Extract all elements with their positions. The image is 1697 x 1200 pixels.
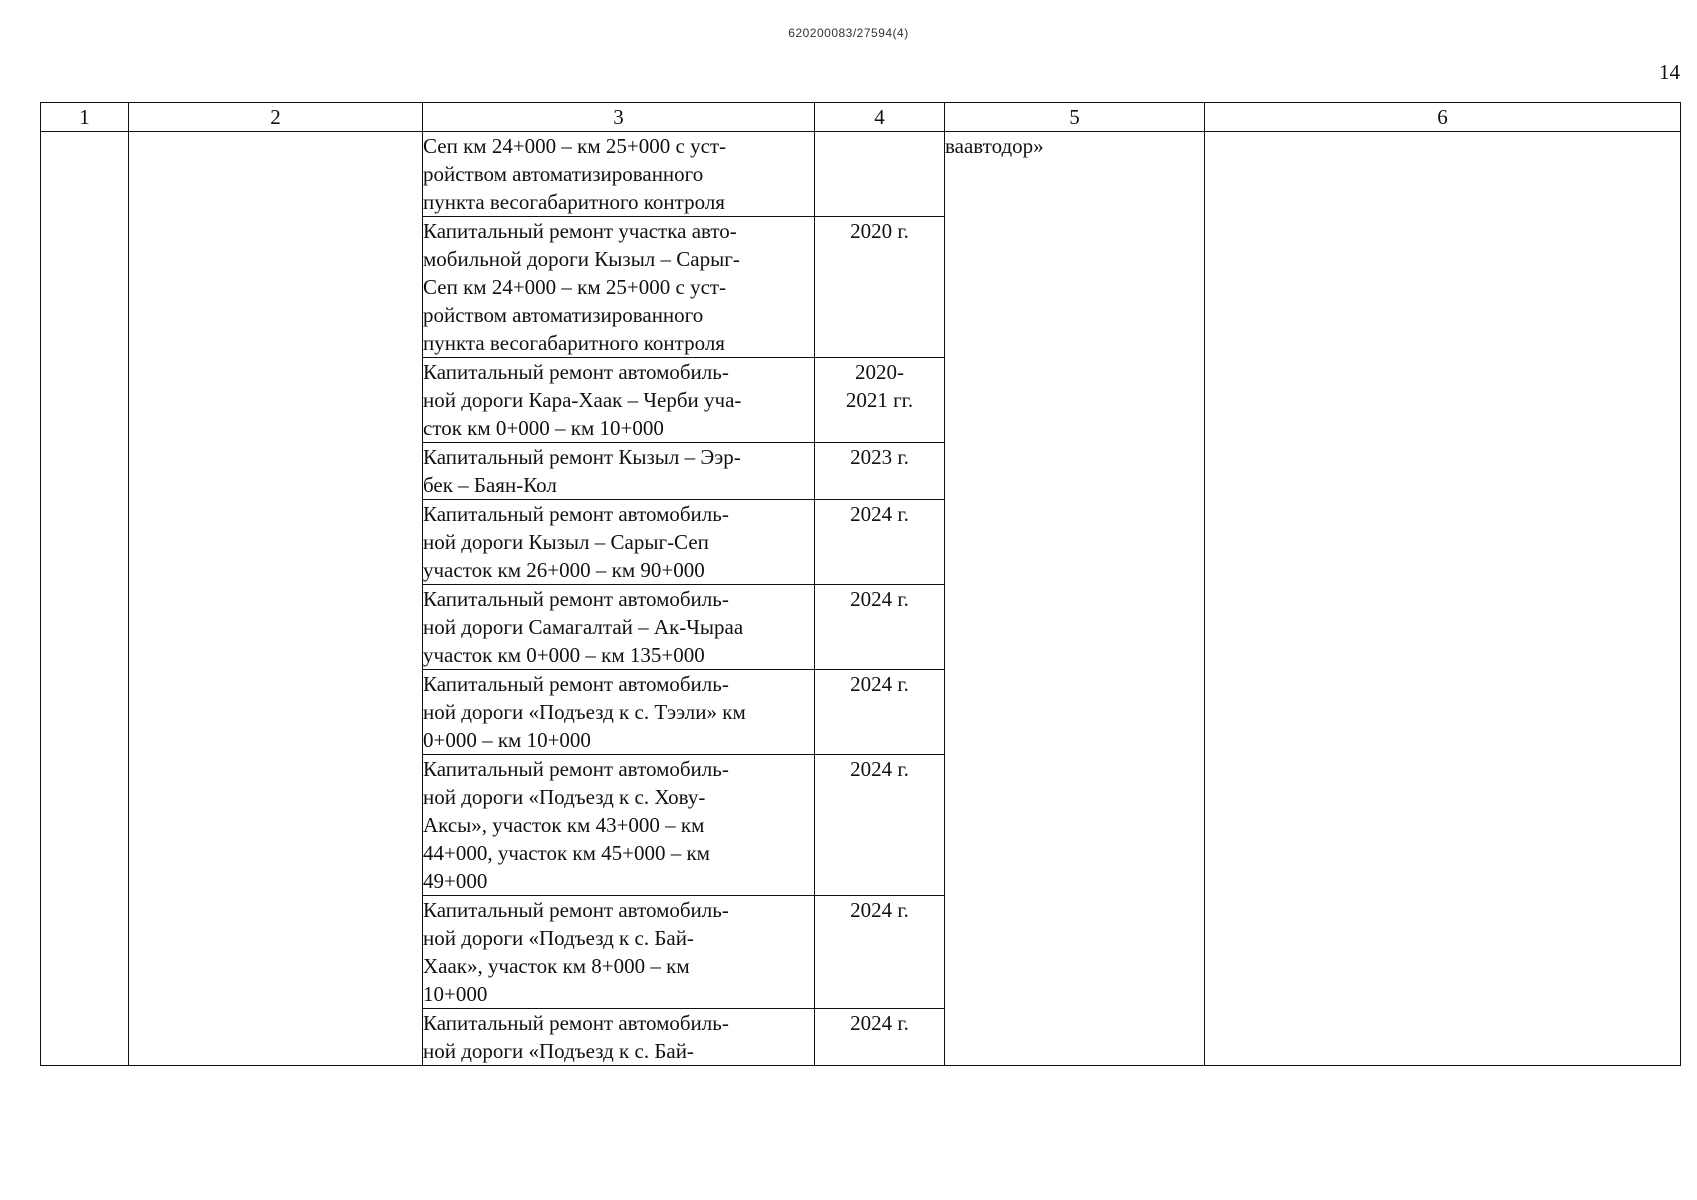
description-line: 44+000, участок км 45+000 – км (423, 841, 710, 865)
description-line: Капитальный ремонт автомобиль- (423, 360, 729, 384)
description-line: Капитальный ремонт автомобиль- (423, 587, 729, 611)
description-line: 10+000 (423, 982, 488, 1006)
description-line: ройством автоматизированного (423, 303, 704, 327)
work-description (423, 585, 815, 670)
description-line: участок км 26+000 – км 90+000 (423, 558, 705, 582)
description-line: бек – Баян-Кол (423, 473, 557, 497)
work-description (423, 670, 815, 755)
column-number-row (41, 103, 1681, 132)
work-period: 2024 г. (815, 755, 945, 896)
work-period: 2024 г. (815, 896, 945, 1009)
description-line: ной дороги Кара-Хаак – Черби уча- (423, 388, 742, 412)
document-id: 620200083/27594(4) (788, 26, 909, 40)
page-number: 14 (1659, 60, 1680, 84)
work-period: 2020- 2021 гг. (815, 358, 945, 443)
column-header: 1 (41, 103, 129, 132)
description-line: участок км 0+000 – км 135+000 (423, 643, 705, 667)
work-description (423, 1009, 815, 1066)
description-line: 49+000 (423, 869, 488, 893)
description-line: Сеп км 24+000 – км 25+000 с уст- (423, 134, 727, 158)
description-line: мобильной дороги Кызыл – Сарыг- (423, 247, 740, 271)
description-line: ной дороги Кызыл – Сарыг-Сеп (423, 530, 709, 554)
description-line: пункта весогабаритного контроля (423, 190, 725, 214)
work-period: 2023 г. (815, 443, 945, 500)
work-period: 2020 г. (815, 217, 945, 358)
column-header: 2 (129, 103, 423, 132)
col2-cell (129, 132, 423, 1066)
description-line: Капитальный ремонт автомобиль- (423, 672, 729, 696)
description-line: Хаак», участок км 8+000 – км (423, 954, 690, 978)
description-line: ной дороги Самагалтай – Ак-Чыраа (423, 615, 744, 639)
works-table (40, 102, 1681, 1066)
description-line: ройством автоматизированного (423, 162, 704, 186)
description-line: ной дороги «Подъезд к с. Хову- (423, 785, 706, 809)
description-line: ной дороги «Подъезд к с. Бай- (423, 1039, 694, 1063)
description-line: ной дороги «Подъезд к с. Бай- (423, 926, 694, 950)
work-period: 2024 г. (815, 1009, 945, 1066)
description-line: Капитальный ремонт участка авто- (423, 219, 737, 243)
work-description (423, 755, 815, 896)
work-period: 2024 г. (815, 500, 945, 585)
work-description (423, 500, 815, 585)
work-description (423, 358, 815, 443)
description-line: Капитальный ремонт автомобиль- (423, 1011, 729, 1035)
table-row (41, 132, 1681, 217)
description-line: пункта весогабаритного контроля (423, 331, 725, 355)
description-line: сток км 0+000 – км 10+000 (423, 416, 664, 440)
column-header: 3 (423, 103, 815, 132)
description-line: Капитальный ремонт Кызыл – Ээр- (423, 445, 741, 469)
description-line: Капитальный ремонт автомобиль- (423, 757, 729, 781)
work-description (423, 443, 815, 500)
column-header: 4 (815, 103, 945, 132)
work-description (423, 132, 815, 217)
work-description (423, 896, 815, 1009)
work-period: 2024 г. (815, 670, 945, 755)
work-description (423, 217, 815, 358)
work-period (815, 132, 945, 217)
description-line: 0+000 – км 10+000 (423, 728, 591, 752)
column-header: 6 (1205, 103, 1681, 132)
description-line: Капитальный ремонт автомобиль- (423, 898, 729, 922)
col6-cell (1205, 132, 1681, 1066)
column-header: 5 (945, 103, 1205, 132)
description-line: Капитальный ремонт автомобиль- (423, 502, 729, 526)
col1-cell (41, 132, 129, 1066)
executor-cell: ваавтодор» (945, 132, 1205, 1066)
description-line: Сеп км 24+000 – км 25+000 с уст- (423, 275, 727, 299)
description-line: Аксы», участок км 43+000 – км (423, 813, 705, 837)
table-body (41, 132, 1681, 1066)
work-period: 2024 г. (815, 585, 945, 670)
description-line: ной дороги «Подъезд к с. Тээли» км (423, 700, 746, 724)
